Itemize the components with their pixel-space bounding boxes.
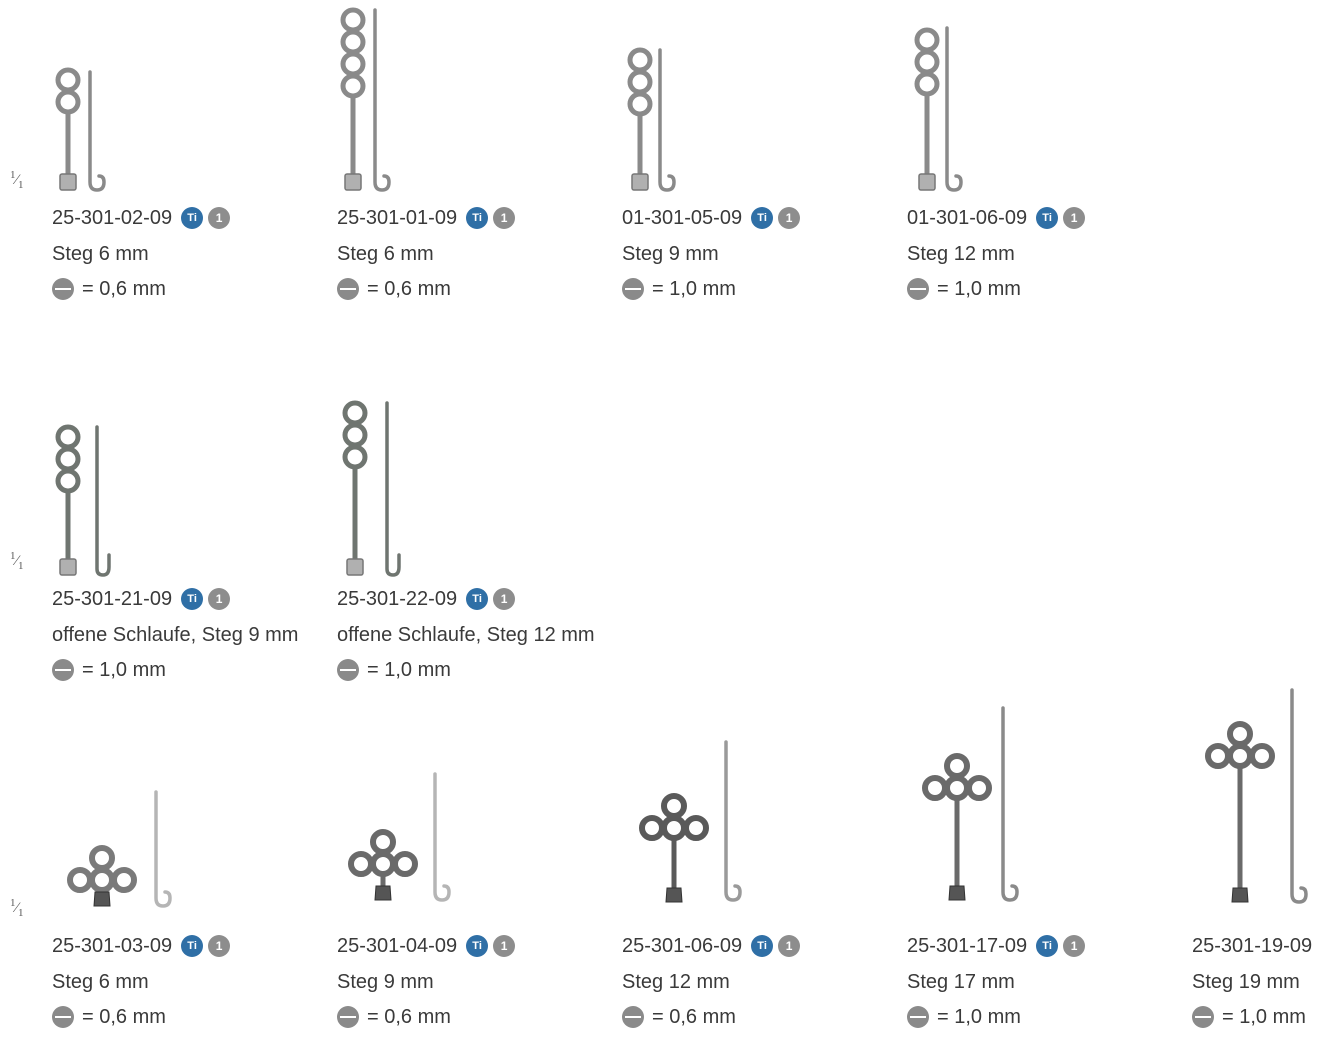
product-description: Steg 9 mm bbox=[622, 243, 719, 265]
titanium-badge: Ti bbox=[751, 935, 773, 957]
hook-shape bbox=[97, 427, 109, 575]
hook-shape bbox=[387, 403, 399, 575]
hook-shape bbox=[947, 28, 961, 190]
scale-label-row2: $^1⁄_1$ bbox=[10, 550, 24, 572]
article-number: 25-301-04-09 bbox=[337, 935, 458, 957]
product-item bbox=[1192, 934, 1341, 1044]
product-caption bbox=[337, 206, 515, 301]
pack-quantity-badge: 1 bbox=[208, 935, 230, 957]
product-caption bbox=[52, 206, 230, 301]
product-description: Steg 6 mm bbox=[52, 243, 149, 265]
hook-shape bbox=[375, 10, 389, 190]
article-number: 01-301-06-09 bbox=[907, 207, 1028, 229]
product-description: Steg 9 mm bbox=[337, 971, 434, 993]
titanium-badge: Ti bbox=[181, 207, 203, 229]
product-caption bbox=[337, 934, 515, 1029]
thickness-value: = 0,6 mm bbox=[82, 1006, 166, 1028]
hook-shape bbox=[1003, 708, 1017, 900]
product-code-line bbox=[1192, 934, 1312, 958]
thickness-icon bbox=[52, 659, 74, 681]
thickness-icon bbox=[52, 278, 74, 300]
thickness-value: = 0,6 mm bbox=[367, 1006, 451, 1028]
thickness-line bbox=[52, 277, 230, 301]
product-code-line bbox=[52, 934, 230, 958]
thickness-value: = 0,6 mm bbox=[82, 278, 166, 300]
titanium-badge: Ti bbox=[466, 207, 488, 229]
product-caption bbox=[337, 587, 595, 682]
plate-shape bbox=[917, 30, 937, 190]
article-number: 25-301-03-09 bbox=[52, 935, 173, 957]
product-description: offene Schlaufe, Steg 12 mm bbox=[337, 624, 595, 646]
plate-shape bbox=[351, 832, 415, 900]
product-description: Steg 17 mm bbox=[907, 971, 1015, 993]
thickness-line bbox=[622, 1005, 800, 1029]
article-number: 25-301-21-09 bbox=[52, 588, 173, 610]
product-caption bbox=[622, 206, 800, 301]
thickness-value: = 0,6 mm bbox=[652, 1006, 736, 1028]
scale-label-row3: $^1⁄_1$ bbox=[10, 897, 24, 919]
product-item bbox=[622, 934, 902, 1044]
thickness-icon bbox=[337, 278, 359, 300]
product-code-line bbox=[52, 206, 230, 230]
product-description: offene Schlaufe, Steg 9 mm bbox=[52, 624, 299, 646]
pack-quantity-badge: 1 bbox=[778, 935, 800, 957]
product-item bbox=[337, 934, 617, 1044]
pack-quantity-badge: 1 bbox=[778, 207, 800, 229]
pack-quantity-badge: 1 bbox=[1063, 935, 1085, 957]
thickness-icon bbox=[337, 1006, 359, 1028]
plate-shape bbox=[925, 756, 989, 900]
plate-shape bbox=[630, 50, 650, 190]
hook-shape bbox=[156, 792, 170, 906]
thickness-line bbox=[337, 1005, 515, 1029]
article-number: 25-301-06-09 bbox=[622, 935, 743, 957]
thickness-line bbox=[337, 658, 595, 682]
thickness-line bbox=[907, 277, 1085, 301]
product-code-line bbox=[907, 206, 1085, 230]
titanium-badge: Ti bbox=[751, 207, 773, 229]
hook-shape bbox=[90, 72, 104, 190]
hook-shape bbox=[726, 742, 740, 900]
product-item bbox=[907, 206, 1187, 316]
product-caption bbox=[907, 206, 1085, 301]
plate-shape bbox=[343, 10, 363, 190]
thickness-value: = 0,6 mm bbox=[367, 278, 451, 300]
plate-shape bbox=[1208, 724, 1272, 902]
product-code-line bbox=[907, 934, 1085, 958]
thickness-line bbox=[1192, 1005, 1312, 1029]
plate-shape bbox=[642, 796, 706, 902]
pack-quantity-badge: 1 bbox=[1063, 207, 1085, 229]
pack-quantity-badge: 1 bbox=[493, 935, 515, 957]
thickness-value: = 1,0 mm bbox=[937, 1006, 1021, 1028]
titanium-badge: Ti bbox=[181, 588, 203, 610]
product-item bbox=[337, 587, 617, 697]
product-item bbox=[907, 934, 1187, 1044]
thickness-value: = 1,0 mm bbox=[937, 278, 1021, 300]
plate-shape bbox=[58, 427, 78, 575]
plate-shape bbox=[70, 848, 134, 906]
thickness-icon bbox=[337, 659, 359, 681]
titanium-badge: Ti bbox=[1036, 935, 1058, 957]
product-code-line bbox=[337, 934, 515, 958]
titanium-badge: Ti bbox=[1036, 207, 1058, 229]
product-caption bbox=[622, 934, 800, 1029]
product-code-line bbox=[337, 206, 515, 230]
thickness-line bbox=[337, 277, 515, 301]
thickness-icon bbox=[622, 278, 644, 300]
thickness-line bbox=[52, 658, 298, 682]
thickness-icon bbox=[907, 278, 929, 300]
thickness-icon bbox=[622, 1006, 644, 1028]
article-number: 25-301-02-09 bbox=[52, 207, 173, 229]
thickness-line bbox=[622, 277, 800, 301]
thickness-value: = 1,0 mm bbox=[367, 659, 451, 681]
product-code-line bbox=[52, 587, 298, 611]
article-number: 25-301-19-09 bbox=[1192, 935, 1313, 957]
scale-label-row1: $^1⁄_1$ bbox=[10, 169, 24, 191]
article-number: 25-301-01-09 bbox=[337, 207, 458, 229]
product-description: Steg 12 mm bbox=[622, 971, 730, 993]
product-code-line bbox=[622, 934, 800, 958]
product-description: Steg 19 mm bbox=[1192, 971, 1300, 993]
titanium-badge: Ti bbox=[181, 935, 203, 957]
thickness-line bbox=[52, 1005, 230, 1029]
thickness-icon bbox=[1192, 1006, 1214, 1028]
pack-quantity-badge: 1 bbox=[208, 588, 230, 610]
product-item bbox=[52, 587, 332, 697]
product-description: Steg 12 mm bbox=[907, 243, 1015, 265]
product-caption bbox=[52, 934, 230, 1029]
hook-shape bbox=[435, 774, 449, 900]
thickness-line bbox=[907, 1005, 1085, 1029]
product-caption bbox=[52, 587, 298, 682]
article-number: 25-301-22-09 bbox=[337, 588, 458, 610]
plate-shape bbox=[345, 403, 365, 575]
product-description: Steg 6 mm bbox=[337, 243, 434, 265]
hook-shape bbox=[1292, 690, 1306, 902]
thickness-icon bbox=[907, 1006, 929, 1028]
titanium-badge: Ti bbox=[466, 588, 488, 610]
thickness-icon bbox=[52, 1006, 74, 1028]
article-number: 25-301-17-09 bbox=[907, 935, 1028, 957]
product-code-line bbox=[337, 587, 595, 611]
product-item bbox=[622, 206, 902, 316]
thickness-value: = 1,0 mm bbox=[82, 659, 166, 681]
pack-quantity-badge: 1 bbox=[208, 207, 230, 229]
product-code-line bbox=[622, 206, 800, 230]
hook-shape bbox=[660, 50, 674, 190]
titanium-badge: Ti bbox=[466, 935, 488, 957]
pack-quantity-badge: 1 bbox=[493, 207, 515, 229]
article-number: 01-301-05-09 bbox=[622, 207, 743, 229]
product-caption bbox=[907, 934, 1085, 1029]
plate-shape bbox=[58, 70, 78, 190]
product-description: Steg 6 mm bbox=[52, 971, 149, 993]
pack-quantity-badge: 1 bbox=[493, 588, 515, 610]
product-item bbox=[52, 934, 332, 1044]
thickness-value: = 1,0 mm bbox=[1222, 1006, 1306, 1028]
product-item bbox=[52, 206, 332, 316]
product-caption bbox=[1192, 934, 1312, 1029]
product-item bbox=[337, 206, 617, 316]
thickness-value: = 1,0 mm bbox=[652, 278, 736, 300]
